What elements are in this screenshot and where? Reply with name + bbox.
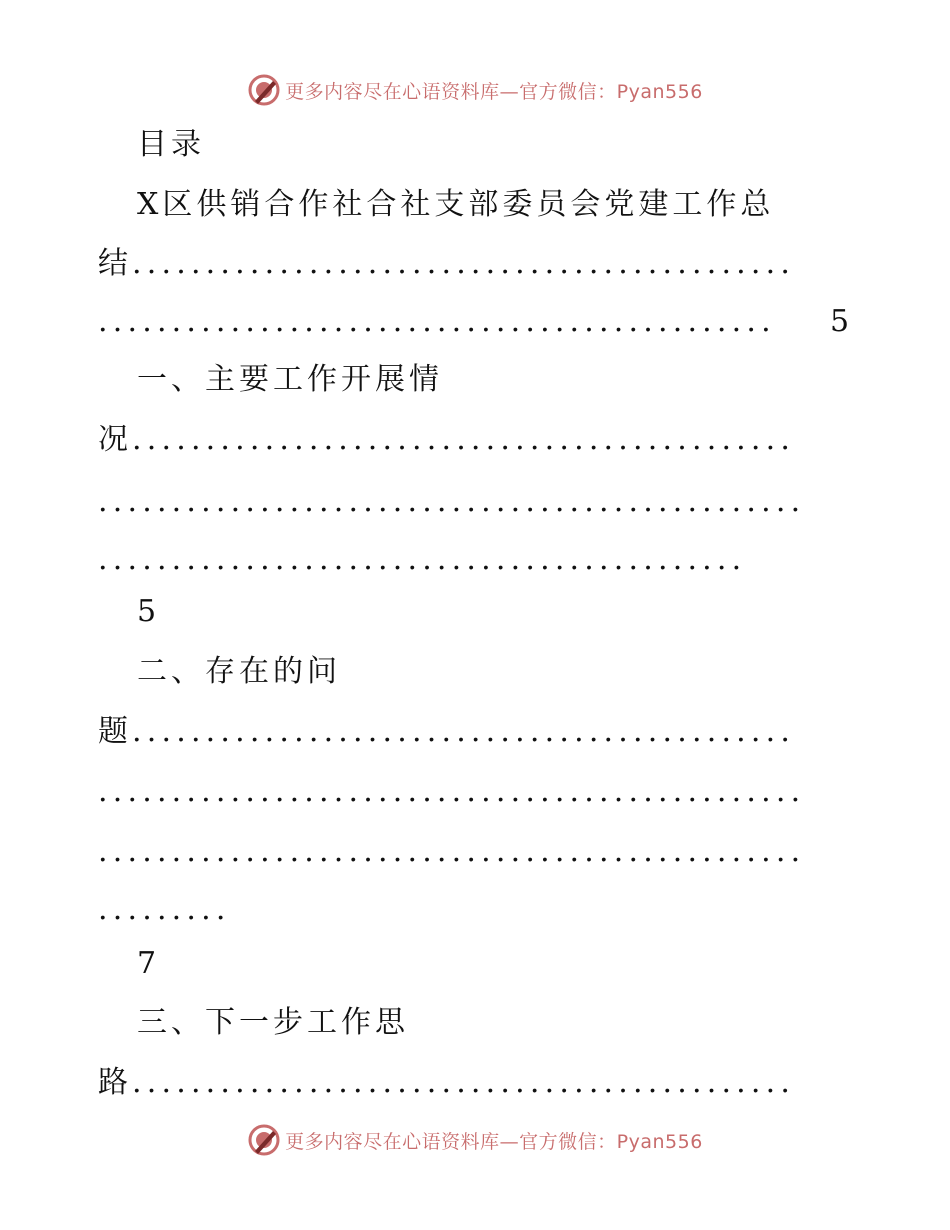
toc-entry-4-label-end: 路: [98, 1065, 132, 1100]
pen-logo-icon: [247, 73, 281, 107]
toc-entry-3-leader-cont2: ................................................: [98, 834, 806, 869]
toc-entry-4-leader: 路.............................................: [98, 1065, 796, 1100]
toc-entry-1-page: 5: [830, 304, 850, 339]
toc-entry-3-leader: 题.............................................: [98, 714, 796, 749]
watermark-banner-bottom: [0, 1120, 950, 1160]
toc-entry-3-label-end: 题: [98, 714, 132, 749]
toc-entry-2-leader-cont2: ............................................: [98, 542, 747, 577]
toc-entry-1-label-end: 结: [98, 246, 132, 281]
toc-entry-2-leader-cont: ................................................: [98, 484, 806, 519]
toc-entry-3-leader-cont3: .........: [98, 892, 231, 927]
toc-entry-2-page: 5: [137, 594, 157, 629]
toc-entry-1-leader-cont: ..............................................: [98, 304, 776, 339]
toc-entry-2-label[interactable]: 一、主要工作开展情: [137, 362, 443, 397]
toc-entry-1-leader: 结.............................................: [98, 246, 796, 281]
toc-entry-3-page: 7: [137, 946, 157, 981]
toc-entry-2-leader: 况.............................................: [98, 422, 796, 457]
toc-entry-3-label[interactable]: 二、存在的问: [137, 654, 341, 689]
watermark-text: 更多内容尽在心语资料库—官方微信：Pyan556: [285, 1130, 703, 1153]
watermark-banner-top: [0, 70, 950, 110]
toc-entry-1-label[interactable]: X区供销合作社合社支部委员会党建工作总: [137, 187, 775, 222]
toc-title: 目录: [137, 127, 205, 162]
toc-entry-4-label[interactable]: 三、下一步工作思: [137, 1005, 409, 1040]
toc-entry-2-label-end: 况: [98, 422, 132, 457]
watermark-text: 更多内容尽在心语资料库—官方微信：Pyan556: [285, 80, 703, 103]
pen-logo-icon: [247, 1123, 281, 1157]
toc-entry-3-leader-cont: ................................................: [98, 774, 806, 809]
